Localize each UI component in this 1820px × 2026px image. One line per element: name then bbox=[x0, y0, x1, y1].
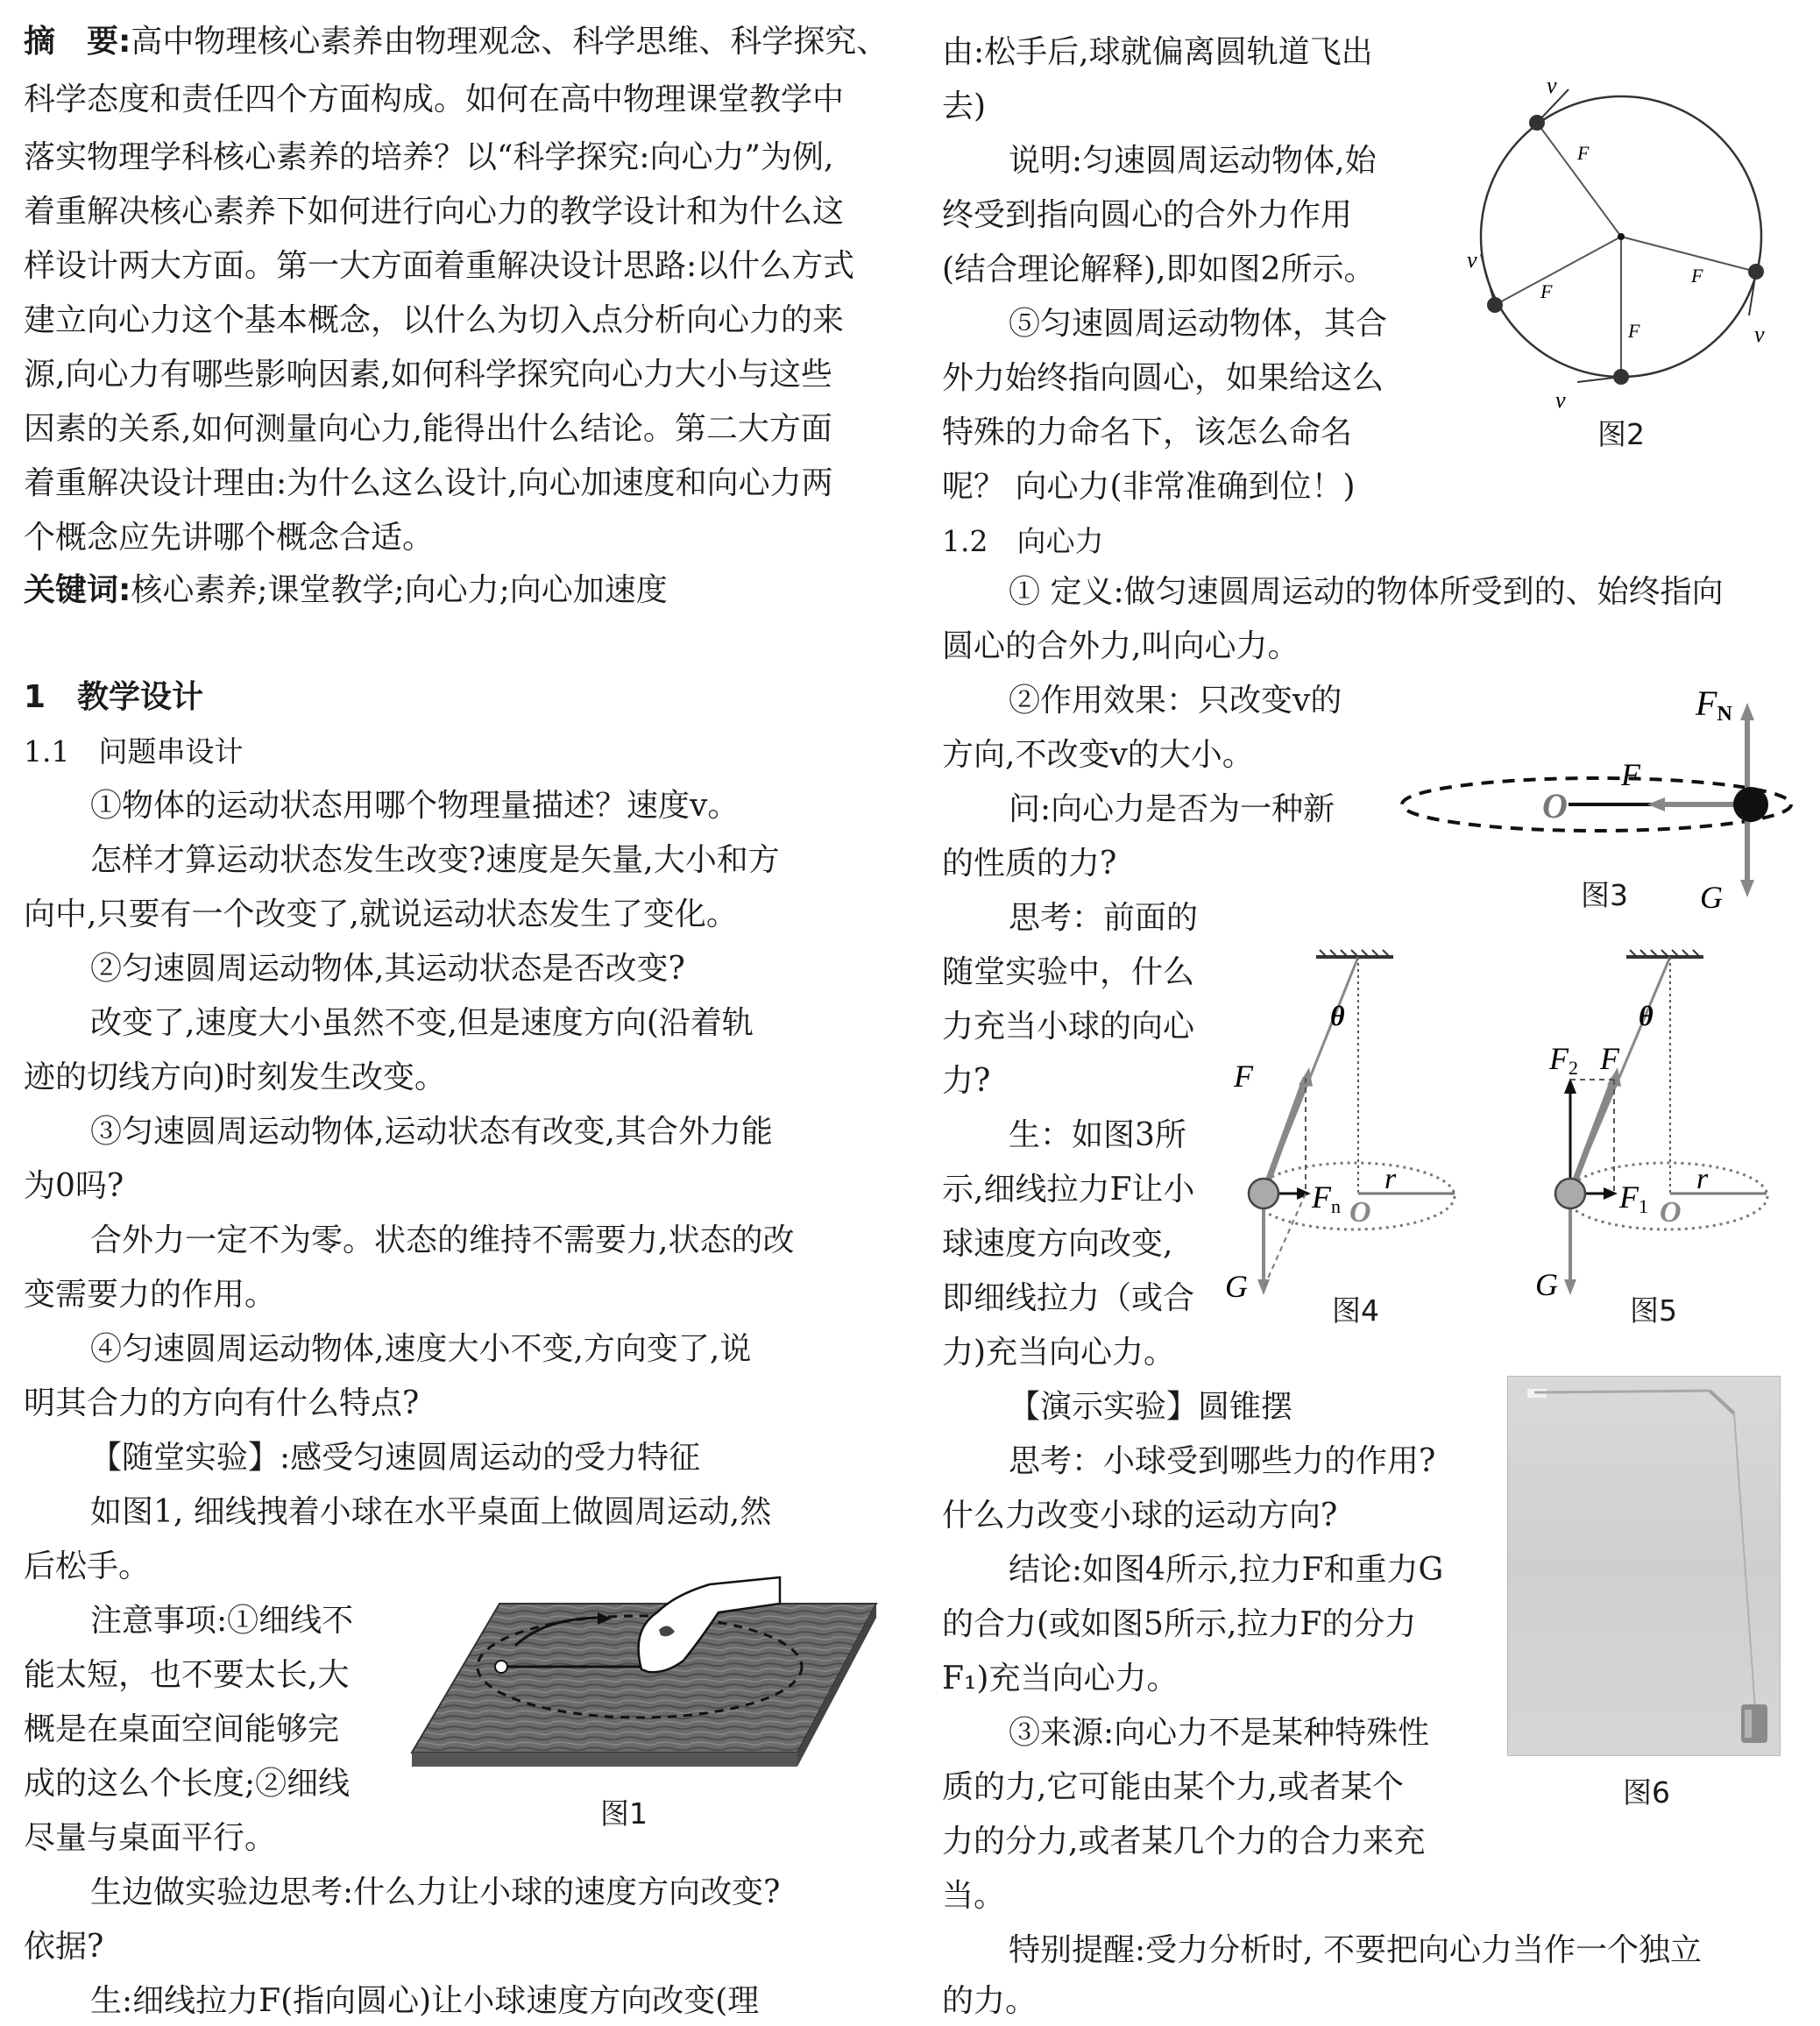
paragraph-line: 特殊的力命名下，该怎么命名 bbox=[942, 414, 1353, 450]
paragraph-line: 概是在桌面空间能够完 bbox=[24, 1711, 340, 1747]
paragraph-line: 说明:匀速圆周运动物体,始 bbox=[1009, 143, 1377, 179]
paragraph-line: 即细线拉力（或合 bbox=[942, 1280, 1195, 1316]
paragraph-line: 力充当小球的向心 bbox=[942, 1009, 1195, 1045]
abstract-line-4: 着重解决核心素养下如何进行向心力的教学设计和为什么这 bbox=[24, 194, 845, 230]
paragraph-line: 去) bbox=[942, 89, 987, 124]
ball bbox=[1733, 787, 1768, 822]
paragraph-line: ②作用效果：只改变v的 bbox=[1009, 683, 1342, 719]
abstract-line-2: 科学态度和责任四个方面构成。如何在高中物理课堂教学中 bbox=[24, 81, 845, 117]
abstract-line-1: 摘 要:高中物理核心素养由物理观念、科学思维、科学探究、 bbox=[24, 24, 889, 60]
paragraph-line: 由:松手后,球就偏离圆轨道飞出 bbox=[942, 34, 1373, 70]
paragraph-line: 力的分力,或者某几个力的合力来充 bbox=[942, 1824, 1426, 1860]
figure-6-caption: 图6 bbox=[1623, 1775, 1670, 1810]
paragraph-line: 结论:如图4所示,拉力F和重力G bbox=[1009, 1552, 1444, 1588]
label-F: F bbox=[1600, 1041, 1619, 1076]
paragraph-line: 向中,只要有一个改变了,就说运动状态发生了变化。 bbox=[24, 896, 738, 932]
label-theta: θ bbox=[1330, 1000, 1345, 1031]
paragraph-line: ④匀速圆周运动物体,速度大小不变,方向变了,说 bbox=[90, 1331, 752, 1367]
paragraph-line: 明其合力的方向有什么特点? bbox=[24, 1385, 420, 1421]
label-O: O bbox=[1660, 1196, 1682, 1229]
keywords-label: 关键词: bbox=[24, 572, 131, 608]
figure-5 bbox=[1516, 946, 1779, 1332]
paragraph-line: 生边做实验边思考:什么力让小球的速度方向改变? bbox=[90, 1874, 781, 1910]
paragraph-line: ②匀速圆周运动物体,其运动状态是否改变? bbox=[90, 951, 685, 987]
section-heading-1: 1 教学设计 bbox=[24, 679, 204, 715]
subsection-heading-1-1: 1.1 问题串设计 bbox=[24, 734, 244, 769]
force-F-arrowhead bbox=[1647, 797, 1665, 811]
ball bbox=[495, 1661, 507, 1673]
label-v: v bbox=[1555, 387, 1566, 413]
force-G-arrowhead bbox=[1257, 1279, 1270, 1295]
paragraph-line: 力? bbox=[942, 1063, 991, 1099]
label-r: r bbox=[1696, 1163, 1709, 1195]
label-G: G bbox=[1225, 1269, 1248, 1304]
paragraph-line: 思考：前面的 bbox=[1009, 900, 1199, 936]
paragraph-line: 后松手。 bbox=[24, 1548, 151, 1584]
label-F: F bbox=[1691, 265, 1703, 287]
paragraph-line: 方向,不改变v的大小。 bbox=[942, 737, 1254, 773]
paragraph-line: 特别提醒:受力分析时, 不要把向心力当作一个独立 bbox=[1009, 1932, 1703, 1968]
paragraph-line: 当。 bbox=[942, 1878, 1006, 1914]
paragraph-line: 的力。 bbox=[942, 1983, 1037, 2019]
paragraph-line: 迹的切线方向)时刻发生改变。 bbox=[24, 1059, 447, 1095]
label-F1: F1 bbox=[1619, 1179, 1648, 1217]
label-O: O bbox=[1349, 1196, 1371, 1229]
figure-2-drawing bbox=[1446, 73, 1796, 413]
stand-arm bbox=[1534, 1391, 1710, 1392]
photo-background bbox=[1507, 1376, 1781, 1756]
paragraph-line: 外力始终指向圆心，如果给这么 bbox=[942, 360, 1384, 396]
paragraph-line: 的性质的力? bbox=[942, 846, 1117, 882]
stand-bracket bbox=[1710, 1391, 1734, 1413]
force-G-arrowhead bbox=[1564, 1279, 1576, 1295]
radius-line bbox=[1537, 123, 1621, 237]
table-edge bbox=[412, 1753, 797, 1767]
figure-2-caption: 图2 bbox=[1597, 417, 1645, 451]
abstract-line-7: 源,向心力有哪些影响因素,如何科学探究向心力大小与这些 bbox=[24, 357, 832, 393]
abstract-line-10: 个概念应先讲哪个概念合适。 bbox=[24, 520, 435, 556]
figure-5-caption: 图5 bbox=[1630, 1293, 1677, 1328]
paragraph-line: 合外力一定不为零。状态的维持不需要力,状态的改 bbox=[90, 1222, 795, 1258]
label-Fn: Fn bbox=[1312, 1179, 1341, 1217]
paragraph-line: 生：如图3所 bbox=[1009, 1117, 1186, 1153]
paragraph-line: 思考：小球受到哪些力的作用? bbox=[1009, 1443, 1436, 1479]
label-v: v bbox=[1754, 322, 1765, 347]
paragraph-line: 力)充当向心力。 bbox=[942, 1335, 1176, 1371]
paragraph-line: 怎样才算运动状态发生改变?速度是矢量,大小和方 bbox=[90, 842, 780, 878]
paragraph-line: 示,细线拉力F让小 bbox=[942, 1172, 1195, 1208]
force-G-arrowhead bbox=[1740, 880, 1754, 897]
paragraph-line: 能太短，也不要太长,大 bbox=[24, 1657, 350, 1693]
label-FN: FN bbox=[1696, 684, 1732, 726]
paragraph-line: 生:细线拉力F(指向圆心)让小球速度方向改变(理 bbox=[90, 1983, 760, 2019]
paragraph-line: (结合理论解释),即如图2所示。 bbox=[942, 251, 1376, 287]
label-r: r bbox=[1384, 1163, 1397, 1195]
paragraph-line: 【随堂实验】:感受匀速圆周运动的受力特征 bbox=[90, 1440, 701, 1476]
paragraph-line: 终受到指向圆心的合外力作用 bbox=[942, 197, 1353, 233]
force-F-arrowhead bbox=[1299, 1067, 1313, 1087]
paragraph-line: ⑤匀速圆周运动物体，其合 bbox=[1009, 306, 1388, 342]
figure-1-drawing bbox=[412, 1577, 885, 1788]
paragraph-line: ① 定义:做匀速圆周运动的物体所受到的、始终指向 bbox=[1009, 574, 1724, 610]
label-F: F bbox=[1628, 320, 1640, 342]
paragraph-line: 如图1, 细线拽着小球在水平桌面上做圆周运动,然 bbox=[90, 1494, 772, 1530]
label-F2: F2 bbox=[1549, 1041, 1578, 1079]
force-F-arrow bbox=[1570, 1078, 1614, 1194]
velocity-arrow bbox=[1481, 254, 1495, 305]
keywords-line bbox=[24, 573, 668, 608]
figure-6 bbox=[1507, 1376, 1788, 1858]
center-point bbox=[1618, 233, 1625, 240]
label-G: G bbox=[1535, 1267, 1558, 1302]
subsection-heading-1-2: 1.2 向心力 bbox=[942, 524, 1104, 558]
pendulum-highlight bbox=[1745, 1710, 1752, 1738]
paragraph-line: 问:向心力是否为一种新 bbox=[1009, 791, 1335, 827]
abstract-line-5: 样设计两大方面。第一大方面着重解决设计思路:以什么方式 bbox=[24, 248, 855, 284]
figure-1-caption: 图1 bbox=[600, 1796, 648, 1831]
label-O: O bbox=[1542, 786, 1568, 825]
paragraph-line: 圆心的合外力,叫向心力。 bbox=[942, 628, 1299, 664]
paragraph-line: 球速度方向改变, bbox=[942, 1226, 1173, 1262]
figure-4-drawing bbox=[1218, 946, 1472, 1304]
string-line bbox=[1734, 1413, 1755, 1710]
label-F: F bbox=[1621, 757, 1640, 792]
paragraph-line: 变需要力的作用。 bbox=[24, 1277, 277, 1313]
radius-line bbox=[1495, 237, 1621, 305]
figure-4-caption: 图4 bbox=[1332, 1293, 1379, 1328]
ball bbox=[1249, 1179, 1278, 1208]
label-theta: θ bbox=[1639, 1000, 1654, 1031]
abstract-line-9: 着重解决设计理由:为什么这么设计,向心加速度和向心力两 bbox=[24, 465, 833, 501]
paragraph-line: 尽量与桌面平行。 bbox=[24, 1820, 277, 1856]
figure-3-caption: 图3 bbox=[1581, 878, 1628, 912]
figure-4 bbox=[1218, 946, 1472, 1332]
label-F: F bbox=[1540, 280, 1553, 302]
paragraph-line: 改变了,速度大小虽然不变,但是速度方向(沿着轨 bbox=[90, 1005, 754, 1041]
label-v: v bbox=[1547, 73, 1557, 98]
paragraph-line: 成的这么个长度;②细线 bbox=[24, 1766, 351, 1802]
figure-6-photo bbox=[1508, 1377, 1780, 1755]
paragraph-line: 什么力改变小球的运动方向? bbox=[942, 1498, 1338, 1534]
label-F: F bbox=[1577, 142, 1590, 164]
label-F: F bbox=[1234, 1059, 1253, 1094]
paragraph-line: 随堂实验中，什么 bbox=[942, 954, 1195, 990]
figure-1 bbox=[412, 1577, 885, 1831]
force-F-arrow bbox=[1264, 1078, 1306, 1194]
paragraph-line: F₁)充当向心力。 bbox=[942, 1661, 1179, 1697]
abstract-line-8: 因素的关系,如何测量向心力,能得出什么结论。第二大方面 bbox=[24, 411, 832, 447]
paragraph-line: 质的力,它可能由某个力,或者某个 bbox=[942, 1769, 1404, 1805]
figure-3 bbox=[1393, 684, 1796, 917]
paragraph-line: ①物体的运动状态用哪个物理量描述？速度v。 bbox=[90, 788, 740, 824]
paragraph-line: ③匀速圆周运动物体,运动状态有改变,其合外力能 bbox=[90, 1114, 773, 1150]
force-F1-arrowhead bbox=[1604, 1187, 1618, 1200]
paragraph-line: ③来源:向心力不是某种特殊性 bbox=[1009, 1715, 1430, 1751]
keywords-text: 核心素养;课堂教学;向心力;向心加速度 bbox=[131, 572, 668, 608]
abstract-line-3: 落实物理学科核心素养的培养？以“科学探究:向心力”为例, bbox=[24, 139, 834, 175]
radius-line bbox=[1621, 237, 1756, 272]
abstract-line-6: 建立向心力这个基本概念，以什么为切入点分析向心力的来 bbox=[24, 302, 845, 338]
ball bbox=[1555, 1179, 1585, 1208]
force-FN-arrowhead bbox=[1740, 703, 1754, 720]
paragraph-line: 【演示实验】圆锥摆 bbox=[1009, 1389, 1293, 1425]
abstract-label: 摘 要: bbox=[24, 24, 131, 60]
paragraph-line: 呢？ 向心力(非常准确到位！) bbox=[942, 469, 1356, 505]
label-G: G bbox=[1700, 880, 1723, 915]
paragraph-line: 的合力(或如图5所示,拉力F的分力 bbox=[942, 1606, 1417, 1642]
figure-5-drawing bbox=[1516, 946, 1779, 1302]
figure-2 bbox=[1446, 73, 1796, 456]
paragraph-line: 依据? bbox=[24, 1929, 104, 1965]
paragraph-line: 注意事项:①细线不 bbox=[90, 1603, 354, 1639]
label-v: v bbox=[1467, 247, 1477, 273]
paragraph-line: 为0吗? bbox=[24, 1168, 124, 1204]
